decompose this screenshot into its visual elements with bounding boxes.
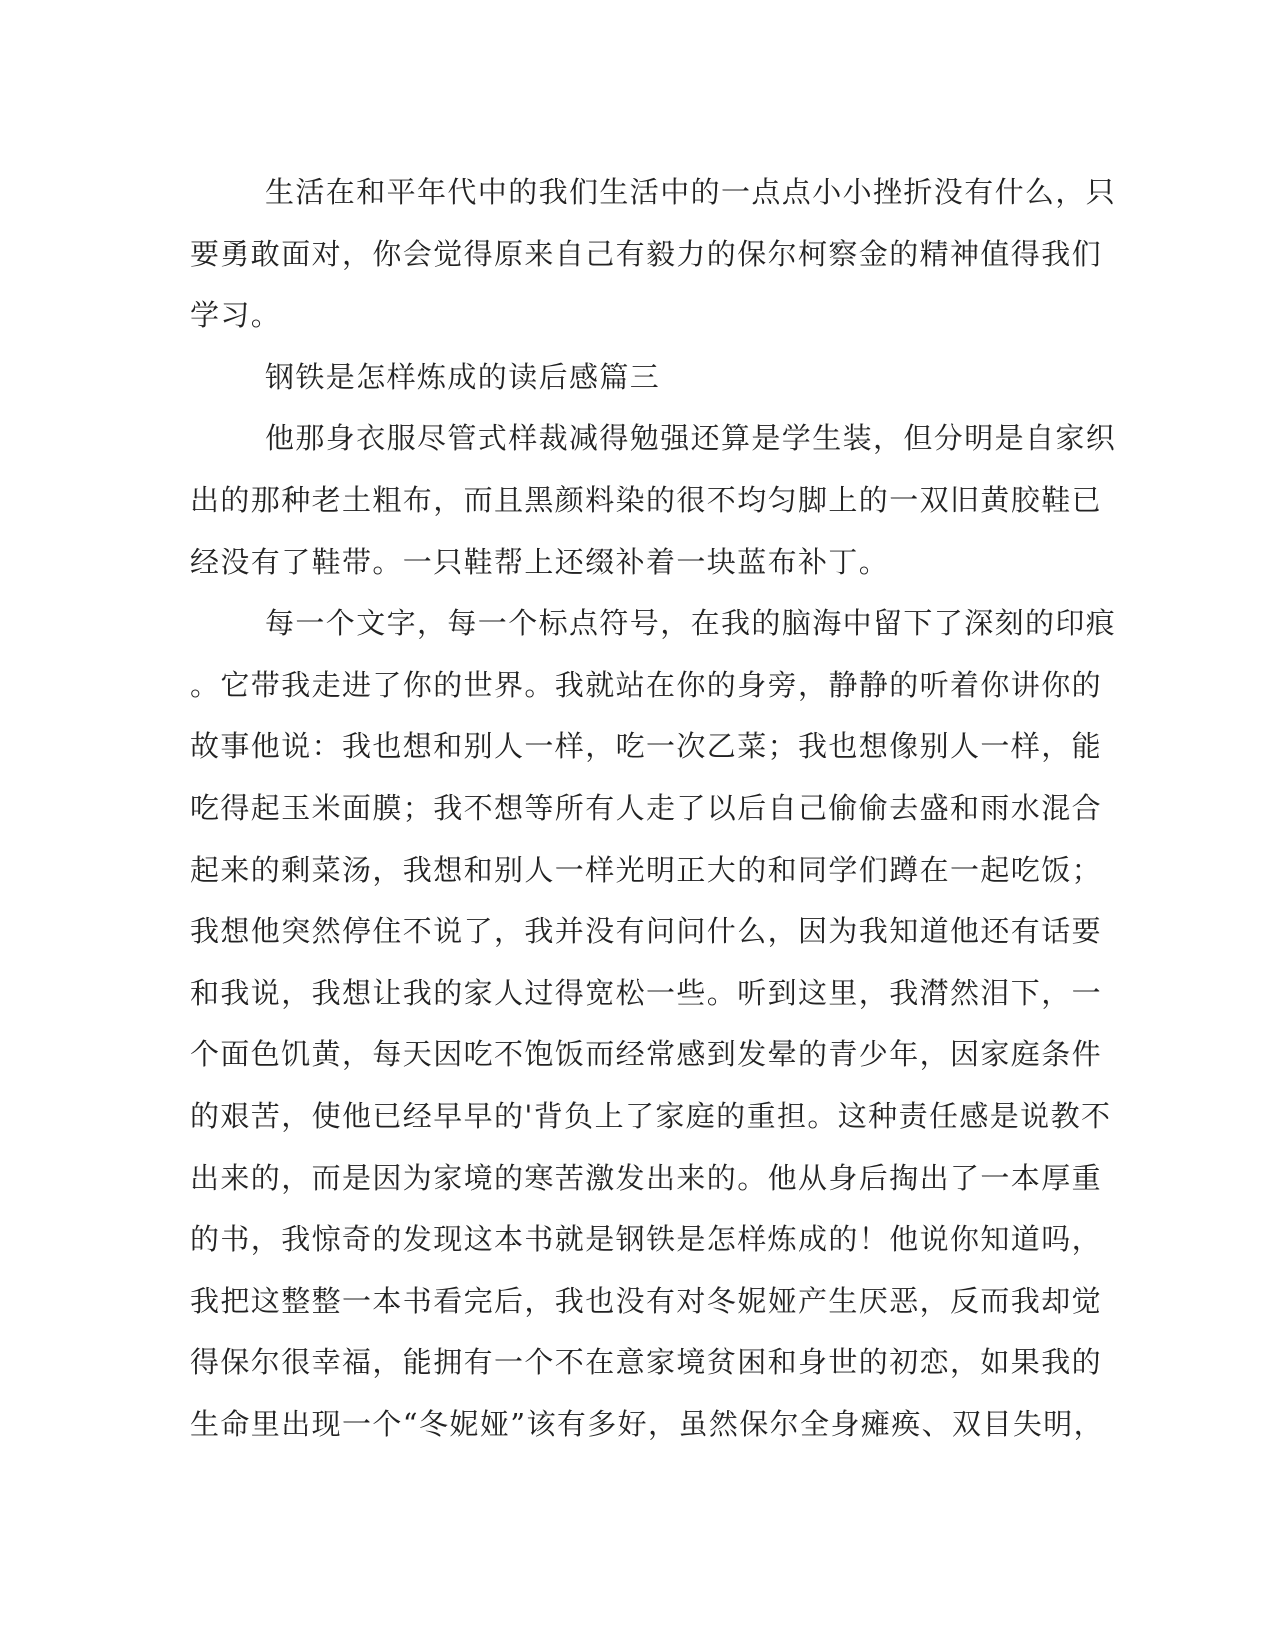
text-line: 生活在和平年代中的我们生活中的一点点小小挫折没有什么，只: [265, 175, 1117, 209]
text-line: 个面色饥黄，每天因吃不饱饭而经常感到发晕的青少年，因家庭条件: [190, 1037, 1103, 1072]
text-line: 我想他突然停住不说了，我并没有问问什么，因为我知道他还有话要: [190, 914, 1103, 949]
text-line: 故事他说：我也想和别人一样，吃一次乙菜；我也想像别人一样，能: [190, 729, 1103, 764]
text-line: 出来的，而是因为家境的寒苦激发出来的。他从身后掏出了一本厚重: [190, 1160, 1103, 1195]
text-line: 起来的剩菜汤，我想和别人一样光明正大的和同学们蹲在一起吃饭；: [190, 852, 1103, 887]
text-line: 要勇敢面对，你会觉得原来自己有毅力的保尔柯察金的精神值得我们: [190, 236, 1103, 271]
text-line: 吃得起玉米面膜；我不想等所有人走了以后自己偷偷去盛和雨水混合: [190, 790, 1103, 825]
paragraph-2: [190, 408, 1117, 593]
text-line: 经没有了鞋带。一只鞋帮上还缀补着一块蓝布补丁。: [190, 544, 890, 579]
section-heading: 钢铁是怎样炼成的读后感篇三: [265, 359, 661, 394]
text-line: 的书，我惊奇的发现这本书就是钢铁是怎样炼成的！他说你知道吗，: [190, 1222, 1103, 1257]
text-line: 出的那种老土粗布，而且黑颜料染的很不均匀脚上的一双旧黄胶鞋已: [190, 482, 1103, 517]
text-line: 和我说，我想让我的家人过得宽松一些。听到这里，我潸然泪下，一: [190, 975, 1103, 1010]
text-line: 。它带我走进了你的世界。我就站在你的身旁，静静的听着你讲你的: [190, 667, 1103, 702]
text-line: 我把这整整一本书看完后，我也没有对冬妮娅产生厌恶，反而我却觉: [190, 1283, 1103, 1318]
text-line: 的艰苦，使他已经早早的'背负上了家庭的重担。这种责任感是说教不: [190, 1098, 1112, 1133]
text-line: 生命里出现一个“冬妮娅”该有多好，虽然保尔全身瘫痪、双目失明，: [190, 1406, 1105, 1441]
text-line: 学习。: [190, 298, 282, 333]
paragraph-3: [190, 593, 1117, 1455]
text-line: 他那身衣服尽管式样裁减得勉强还算是学生装，但分明是自家织: [265, 421, 1117, 456]
text-line: 每一个文字，每一个标点符号，在我的脑海中留下了深刻的印痕: [265, 606, 1117, 641]
document-body: [190, 162, 1117, 1455]
paragraph-1: [190, 162, 1117, 347]
text-line: 得保尔很幸福，能拥有一个不在意家境贫困和身世的初恋，如果我的: [190, 1345, 1103, 1380]
